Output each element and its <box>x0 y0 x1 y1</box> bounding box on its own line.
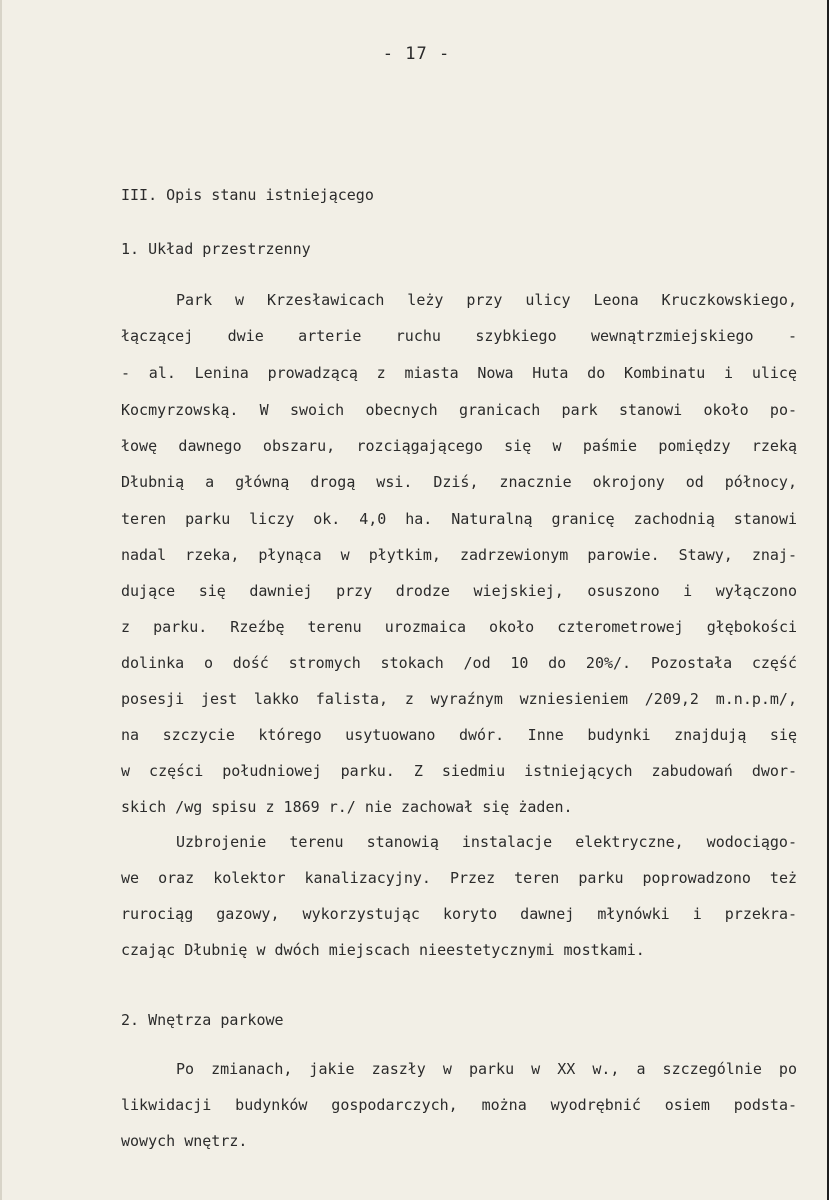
text-line: łowę dawnego obszaru, rozciągającego się w paśmie pomiędzy rzeką <box>121 437 797 455</box>
text-line: posesji jest lakko falista, z wyraźnym wzniesieniem /209,2 m.n.p.m/, <box>121 690 797 708</box>
text-line: Park w Krzesławicach leży przy ulicy Leona Kruczkowskiego, <box>176 291 797 309</box>
text-line: wowych wnętrz. <box>121 1132 248 1150</box>
text-line: Dłubnią a główną drogą wsi. Dziś, znacznie okrojony od północy, <box>121 473 797 491</box>
text-line: - al. Lenina prowadzącą z miasta Nowa Huta do Kombinatu i ulicę <box>121 364 797 382</box>
text-line: Kocmyrzowską. W swoich obecnych granicach park stanowi około po- <box>121 401 797 419</box>
text-line: we oraz kolektor kanalizacyjny. Przez teren parku poprowadzono też <box>121 869 797 887</box>
text-line: dolinka o dość stromych stokach /od 10 do 20%/. Pozostała część <box>121 654 797 672</box>
text-line: w części południowej parku. Z siedmiu istniejących zabudowań dwor- <box>121 762 797 780</box>
page-number: - 17 - <box>382 44 451 64</box>
subsection-title-park-interiors: 2. Wnętrza parkowe <box>121 1011 284 1029</box>
text-line: łączącej dwie arterie ruchu szybkiego wewnątrzmiejskiego - <box>121 327 797 345</box>
text-line: rurociąg gazowy, wykorzystując koryto dawnej młynówki i przekra- <box>121 905 797 923</box>
text-line: nadal rzeka, płynąca w płytkim, zadrzewionym parowie. Stawy, znaj- <box>121 546 797 564</box>
text-line: skich /wg spisu z 1869 r./ nie zachował się żaden. <box>121 798 573 816</box>
text-line: likwidacji budynków gospodarczych, można wyodrębnić osiem podsta- <box>121 1096 797 1114</box>
subsection-title-spatial-layout: 1. Układ przestrzenny <box>121 240 311 258</box>
text-line: Po zmianach, jakie zaszły w parku w XX w., a szczególnie po <box>176 1060 797 1078</box>
text-line: na szczycie którego usytuowano dwór. Inne budynki znajdują się <box>121 726 797 744</box>
section-heading: III. Opis stanu istniejącego <box>121 186 374 204</box>
text-line: dujące się dawniej przy drodze wiejskiej, osuszono i wyłączono <box>121 582 797 600</box>
text-line: z parku. Rzeźbę terenu urozmaica około czterometrowej głębokości <box>121 618 797 636</box>
text-line: teren parku liczy ok. 4,0 ha. Naturalną granicę zachodnią stanowi <box>121 510 797 528</box>
text-line: Uzbrojenie terenu stanowią instalacje elektryczne, wodociągo- <box>176 833 797 851</box>
text-line: czając Dłubnię w dwóch miejscach nieestetycznymi mostkami. <box>121 941 645 959</box>
